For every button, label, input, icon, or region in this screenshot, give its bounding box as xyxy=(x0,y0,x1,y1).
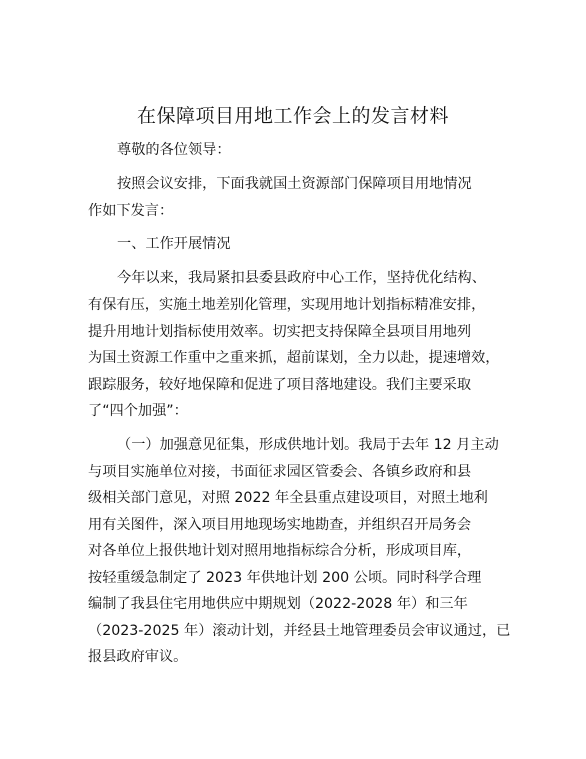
paragraph-line: 与项目实施单位对接，书面征求园区管委会、各镇乡政府和县 xyxy=(88,464,472,480)
document-title: 在保障项目用地工作会上的发言材料 xyxy=(136,105,449,127)
paragraph-line: 今年以来，我局紧扣县委县政府中心工作，坚持优化结构、 xyxy=(117,270,486,286)
paragraph-line: 按轻重缓急制定了 2023 年供地计划 200 公顷。同时科学合理 xyxy=(88,570,482,586)
paragraph-line: 用有关图件，深入项目用地现场实地勘查，并组织召开局务会 xyxy=(88,517,472,533)
paragraph-line: 对各单位上报供地计划对照用地指标综合分析，形成项目库， xyxy=(88,543,472,559)
paragraph-line: 级相关部门意见，对照 2022 年全县重点建设项目，对照土地利 xyxy=(88,490,488,506)
greeting: 尊敬的各位领导： xyxy=(117,142,231,158)
paragraph-line: 跟踪服务，较好地保障和促进了项目落地建设。我们主要采取 xyxy=(88,377,472,393)
section-heading: 一、工作开展情况 xyxy=(117,236,231,252)
paragraph-line: （一）加强意见征集，形成供地计划。我局于去年 12 月主动 xyxy=(117,437,499,453)
paragraph-line: 报县政府审议。 xyxy=(88,649,188,665)
intro-line: 作如下发言： xyxy=(88,203,174,219)
paragraph-line: 了“四个加强”： xyxy=(88,403,188,419)
paragraph-line: 编制了我县住宅用地供应中期规划（2022-2028 年）和三年 xyxy=(88,596,468,612)
intro-line: 按照会议安排，下面我就国土资源部门保障项目用地情况 xyxy=(117,176,472,192)
paragraph-line: 提升用地计划指标使用效率。切实把支持保障全县项目用地列 xyxy=(88,324,472,340)
paragraph-line: 为国土资源工作重中之重来抓，超前谋划，全力以赴，提速增效， xyxy=(88,350,500,366)
paragraph-line: 有保有压，实施土地差别化管理，实现用地计划指标精准安排， xyxy=(88,297,486,313)
paragraph-line: （2023-2025 年）滚动计划，并经县土地管理委员会审议通过，已 xyxy=(88,623,511,639)
